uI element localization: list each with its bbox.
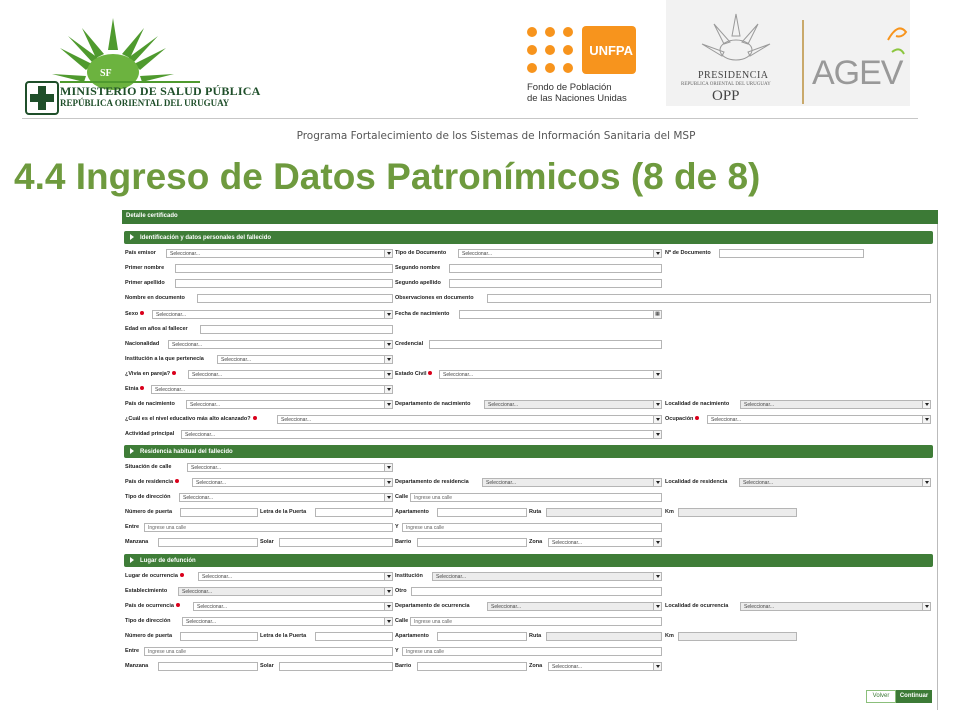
- select-zona-def[interactable]: [548, 662, 662, 671]
- textarea-observaciones[interactable]: [487, 294, 931, 303]
- input-barrio-def[interactable]: [417, 662, 527, 671]
- chevron-down-icon: [384, 356, 392, 363]
- required-dot-icon: [176, 603, 180, 607]
- label-text: ¿Vivía en pareja?: [125, 371, 171, 377]
- label-establecimiento: Establecimiento: [125, 588, 168, 594]
- select-tipo-direccion[interactable]: [179, 493, 393, 502]
- select-value: Seleccionar...: [488, 402, 519, 408]
- chevron-down-icon: [653, 539, 661, 546]
- label-vivia-pareja: [125, 370, 176, 378]
- select-value: Seleccionar...: [192, 372, 223, 378]
- label-nombre-documento: Nombre en documento: [125, 295, 185, 301]
- label-solar-def: Solar: [260, 663, 274, 669]
- label-barrio-def: Barrio: [395, 663, 412, 669]
- chevron-down-icon: [384, 250, 392, 257]
- input-ruta-def[interactable]: [546, 632, 662, 641]
- input-n-documento[interactable]: [719, 249, 864, 258]
- label-calle-def: Calle: [395, 618, 409, 624]
- select-localidad-residencia[interactable]: [739, 478, 931, 487]
- input-primer-apellido[interactable]: [175, 279, 393, 288]
- section-residencia[interactable]: [124, 445, 933, 458]
- select-value: Seleccionar...: [196, 480, 227, 486]
- select-value: Seleccionar...: [182, 589, 213, 595]
- select-etnia[interactable]: [151, 385, 393, 394]
- section-title: Lugar de defunción: [140, 558, 196, 564]
- required-dot-icon: [140, 386, 144, 390]
- label-solar: Solar: [260, 539, 274, 545]
- label-text: Estado Civil: [395, 371, 427, 377]
- select-value: Seleccionar...: [170, 251, 201, 257]
- input-otro[interactable]: [411, 587, 662, 596]
- label-km-def: Km: [665, 633, 674, 639]
- label-edad: Edad en años al fallecer: [125, 326, 188, 332]
- select-value: Seleccionar...: [281, 417, 312, 423]
- input-km[interactable]: [678, 508, 797, 517]
- agev-wordmark: AGEV: [812, 54, 903, 92]
- select-value: Seleccionar...: [443, 372, 474, 378]
- label-pais-nacimiento: País de nacimiento: [125, 401, 175, 407]
- chevron-down-icon: [922, 416, 930, 423]
- label-text: Lugar de ocurrencia: [125, 573, 178, 579]
- msp-country: REPÚBLICA ORIENTAL DEL URUGUAY: [60, 98, 230, 108]
- select-pais-ocurrencia[interactable]: [193, 602, 393, 611]
- select-zona[interactable]: [548, 538, 662, 547]
- label-nivel-educativo: [125, 415, 257, 423]
- select-value: Seleccionar...: [711, 417, 742, 423]
- expand-triangle-icon: [130, 448, 134, 454]
- form-header-bar: Detalle certificado: [122, 210, 938, 224]
- label-nacionalidad: Nacionalidad: [125, 341, 160, 347]
- select-value: Seleccionar...: [202, 574, 233, 580]
- logo-divider: [802, 20, 804, 104]
- label-fecha-nacimiento: Fecha de nacimiento: [395, 311, 450, 317]
- label-lugar-ocurrencia: [125, 572, 184, 580]
- label-apartamento: Apartamento: [395, 509, 429, 515]
- label-observaciones: Observaciones en documento: [395, 295, 474, 301]
- required-dot-icon: [695, 416, 699, 420]
- chevron-down-icon: [384, 588, 392, 595]
- expand-triangle-icon: [130, 557, 134, 563]
- input-segundo-nombre[interactable]: [449, 264, 662, 273]
- select-pais-nacimiento[interactable]: [186, 400, 393, 409]
- select-pais-emisor[interactable]: [166, 249, 393, 258]
- label-ruta-def: Ruta: [529, 633, 542, 639]
- required-dot-icon: [172, 371, 176, 375]
- select-lugar-ocurrencia[interactable]: [198, 572, 393, 581]
- chevron-down-icon: [384, 494, 392, 501]
- label-zona-def: Zona: [529, 663, 543, 669]
- select-value: Seleccionar...: [197, 604, 228, 610]
- input-fecha-nacimiento[interactable]: [459, 310, 662, 319]
- label-primer-nombre: Primer nombre: [125, 265, 165, 271]
- required-dot-icon: [428, 371, 432, 375]
- select-value: Seleccionar...: [155, 387, 186, 393]
- opp-subtitle: REPUBLICA ORIENTAL DEL URUGUAY: [681, 82, 771, 87]
- label-entre-def: Entre: [125, 648, 140, 654]
- input-edad[interactable]: [200, 325, 393, 334]
- label-apartamento-def: Apartamento: [395, 633, 429, 639]
- unfpa-wordmark: UNFPA: [582, 26, 636, 74]
- label-localidad-residencia: Localidad de residencia: [665, 479, 728, 485]
- label-depto-ocurrencia: Departamento de ocurrencia: [395, 603, 470, 609]
- label-estado-civil: [395, 370, 432, 378]
- chevron-down-icon: [384, 386, 392, 393]
- input-credencial[interactable]: [429, 340, 662, 349]
- select-situacion-calle[interactable]: [187, 463, 393, 472]
- label-credencial: Credencial: [395, 341, 424, 347]
- unfpa-caption: [527, 82, 627, 104]
- svg-text:SF: SF: [100, 68, 112, 79]
- label-segundo-apellido: Segundo apellido: [395, 280, 441, 286]
- chevron-down-icon: [922, 401, 930, 408]
- select-value: Seleccionar...: [191, 465, 222, 471]
- chevron-down-icon: [653, 603, 661, 610]
- chevron-down-icon: [384, 371, 392, 378]
- select-value: Seleccionar...: [743, 480, 774, 486]
- label-zona: Zona: [529, 539, 543, 545]
- chevron-down-icon: [384, 603, 392, 610]
- select-value: Seleccionar...: [172, 342, 203, 348]
- chevron-down-icon: [384, 464, 392, 471]
- chevron-down-icon: [653, 416, 661, 423]
- chevron-down-icon: [922, 479, 930, 486]
- select-nivel-educativo[interactable]: [277, 415, 662, 424]
- select-vivia-pareja[interactable]: [188, 370, 393, 379]
- chevron-down-icon: [653, 401, 661, 408]
- required-dot-icon: [175, 479, 179, 483]
- label-etnia: [125, 385, 144, 393]
- label-entre: Entre: [125, 524, 140, 530]
- label-text: País de residencia: [125, 479, 173, 485]
- program-subtitle: Programa Fortalecimiento de los Sistemas de Información Sanitaria del MSP: [296, 130, 696, 142]
- input-primer-nombre[interactable]: [175, 264, 393, 273]
- input-numero-puerta[interactable]: [180, 508, 258, 517]
- required-dot-icon: [253, 416, 257, 420]
- input-letra-puerta[interactable]: [315, 508, 393, 517]
- required-dot-icon: [180, 573, 184, 577]
- label-manzana-def: Manzana: [125, 663, 149, 669]
- select-establecimiento[interactable]: [178, 587, 393, 596]
- calendar-icon[interactable]: ▦: [653, 311, 661, 318]
- select-pais-residencia[interactable]: [192, 478, 393, 487]
- volver-button[interactable]: Volver: [866, 690, 896, 703]
- label-text: ¿Cuál es el nivel educativo más alto alcanzado?: [125, 416, 251, 422]
- label-numero-puerta: Número de puerta: [125, 509, 173, 515]
- chevron-down-icon: [384, 311, 392, 318]
- select-localidad-nacimiento[interactable]: [740, 400, 931, 409]
- section-title: Residencia habitual del fallecido: [140, 449, 233, 455]
- select-value: Seleccionar...: [462, 251, 493, 257]
- chevron-down-icon: [384, 479, 392, 486]
- select-value: Seleccionar...: [183, 495, 214, 501]
- select-value: Seleccionar...: [185, 432, 216, 438]
- input-apartamento-def[interactable]: [437, 632, 527, 641]
- select-localidad-ocurrencia[interactable]: [740, 602, 931, 611]
- select-institucion[interactable]: [217, 355, 393, 364]
- label-tipo-direccion-def: Tipo de dirección: [125, 618, 171, 624]
- chevron-down-icon: [653, 431, 661, 438]
- label-n-documento: Nº de Documento: [665, 250, 711, 256]
- input-y[interactable]: Ingrese una calle: [402, 523, 662, 532]
- input-km-def[interactable]: [678, 632, 797, 641]
- input-letra-puerta-def[interactable]: [315, 632, 393, 641]
- label-calle: Calle: [395, 494, 409, 500]
- select-estado-civil[interactable]: [439, 370, 662, 379]
- slide-title: 4.4 Ingreso de Datos Patronímicos (8 de 8): [14, 156, 761, 197]
- select-value: Seleccionar...: [156, 312, 187, 318]
- unfpa-caption-line2: de las Naciones Unidas: [527, 93, 627, 104]
- input-entre[interactable]: Ingrese una calle: [144, 523, 393, 532]
- select-sexo[interactable]: [152, 310, 393, 319]
- label-manzana: Manzana: [125, 539, 149, 545]
- label-segundo-nombre: Segundo nombre: [395, 265, 441, 271]
- select-value: Seleccionar...: [552, 540, 583, 546]
- input-y-def[interactable]: Ingrese una calle: [402, 647, 662, 656]
- select-institucion-def[interactable]: [432, 572, 662, 581]
- label-situacion-calle: Situación de calle: [125, 464, 172, 470]
- section-identificacion[interactable]: [124, 231, 933, 244]
- select-value: Seleccionar...: [744, 402, 775, 408]
- chevron-down-icon: [384, 401, 392, 408]
- label-pais-residencia: [125, 478, 179, 486]
- label-y: Y: [395, 524, 399, 530]
- select-tipo-documento[interactable]: [458, 249, 662, 258]
- input-apartamento[interactable]: [437, 508, 527, 517]
- opp-wordmark: OPP: [712, 88, 740, 104]
- input-numero-puerta-def[interactable]: [180, 632, 258, 641]
- label-letra-puerta-def: Letra de la Puerta: [260, 633, 307, 639]
- label-localidad-nacimiento: Localidad de nacimiento: [665, 401, 730, 407]
- chevron-down-icon: [384, 341, 392, 348]
- label-barrio: Barrio: [395, 539, 412, 545]
- unfpa-caption-line1: Fondo de Población: [527, 82, 612, 93]
- select-value: Seleccionar...: [486, 480, 517, 486]
- input-entre-def[interactable]: Ingrese una calle: [144, 647, 393, 656]
- label-km: Km: [665, 509, 674, 515]
- label-primer-apellido: Primer apellido: [125, 280, 165, 286]
- continuar-button[interactable]: Continuar: [896, 690, 932, 703]
- chevron-down-icon: [384, 573, 392, 580]
- label-text: Sexo: [125, 311, 139, 317]
- select-depto-ocurrencia[interactable]: [487, 602, 662, 611]
- input-manzana[interactable]: [158, 538, 258, 547]
- select-ocupacion[interactable]: [707, 415, 931, 424]
- chevron-down-icon: [384, 618, 392, 625]
- label-tipo-direccion: Tipo de dirección: [125, 494, 171, 500]
- label-tipo-documento: Tipo de Documento: [395, 250, 447, 256]
- label-text: Ocupación: [665, 416, 694, 422]
- certificate-form: [122, 210, 938, 710]
- select-value: Seleccionar...: [744, 604, 775, 610]
- chevron-down-icon: [653, 663, 661, 670]
- label-otro: Otro: [395, 588, 407, 594]
- select-value: Seleccionar...: [436, 574, 467, 580]
- chevron-down-icon: [653, 250, 661, 257]
- input-solar[interactable]: [279, 538, 393, 547]
- label-institucion: Institución a la que pertenecía: [125, 356, 204, 362]
- label-ruta: Ruta: [529, 509, 542, 515]
- select-value: Seleccionar...: [190, 402, 221, 408]
- chevron-down-icon: [653, 371, 661, 378]
- input-nombre-documento[interactable]: [197, 294, 393, 303]
- chevron-down-icon: [922, 603, 930, 610]
- select-depto-nacimiento[interactable]: [484, 400, 662, 409]
- label-depto-residencia: Departamento de residencia: [395, 479, 469, 485]
- select-actividad[interactable]: [181, 430, 662, 439]
- label-ocupacion: [665, 415, 699, 423]
- select-value: Seleccionar...: [491, 604, 522, 610]
- label-depto-nacimiento: Departamento de nacimiento: [395, 401, 471, 407]
- header-divider: [22, 118, 918, 119]
- select-tipo-direccion-def[interactable]: [182, 617, 393, 626]
- opp-presidencia: PRESIDENCIA: [698, 70, 769, 81]
- chevron-down-icon: [653, 479, 661, 486]
- label-sexo: [125, 310, 144, 318]
- msp-name: MINISTERIO DE SALUD PÚBLICA: [60, 84, 261, 98]
- expand-triangle-icon: [130, 234, 134, 240]
- required-dot-icon: [140, 311, 144, 315]
- select-depto-residencia[interactable]: [482, 478, 662, 487]
- label-localidad-ocurrencia: Localidad de ocurrencia: [665, 603, 729, 609]
- label-pais-ocurrencia: [125, 602, 180, 610]
- input-calle-def[interactable]: Ingrese una calle: [410, 617, 662, 626]
- label-numero-puerta-def: Número de puerta: [125, 633, 173, 639]
- section-lugar-defuncion[interactable]: [124, 554, 933, 567]
- label-pais-emisor: País emisor: [125, 250, 156, 256]
- label-actividad: Actividad principal: [125, 431, 175, 437]
- select-nacionalidad[interactable]: [168, 340, 393, 349]
- input-calle[interactable]: Ingrese una calle: [410, 493, 662, 502]
- select-value: Seleccionar...: [552, 664, 583, 670]
- label-text: País de ocurrencia: [125, 603, 174, 609]
- label-letra-puerta: Letra de la Puerta: [260, 509, 307, 515]
- label-institucion-def: Institución: [395, 573, 423, 579]
- label-y-def: Y: [395, 648, 399, 654]
- input-segundo-apellido[interactable]: [449, 279, 662, 288]
- section-title: Identificación y datos personales del fallecido: [140, 235, 272, 241]
- select-value: Seleccionar...: [221, 357, 252, 363]
- input-manzana-def[interactable]: [158, 662, 258, 671]
- input-ruta[interactable]: [546, 508, 662, 517]
- select-value: Seleccionar...: [186, 619, 217, 625]
- input-solar-def[interactable]: [279, 662, 393, 671]
- chevron-down-icon: [653, 573, 661, 580]
- label-text: Etnia: [125, 386, 139, 392]
- input-barrio[interactable]: [417, 538, 527, 547]
